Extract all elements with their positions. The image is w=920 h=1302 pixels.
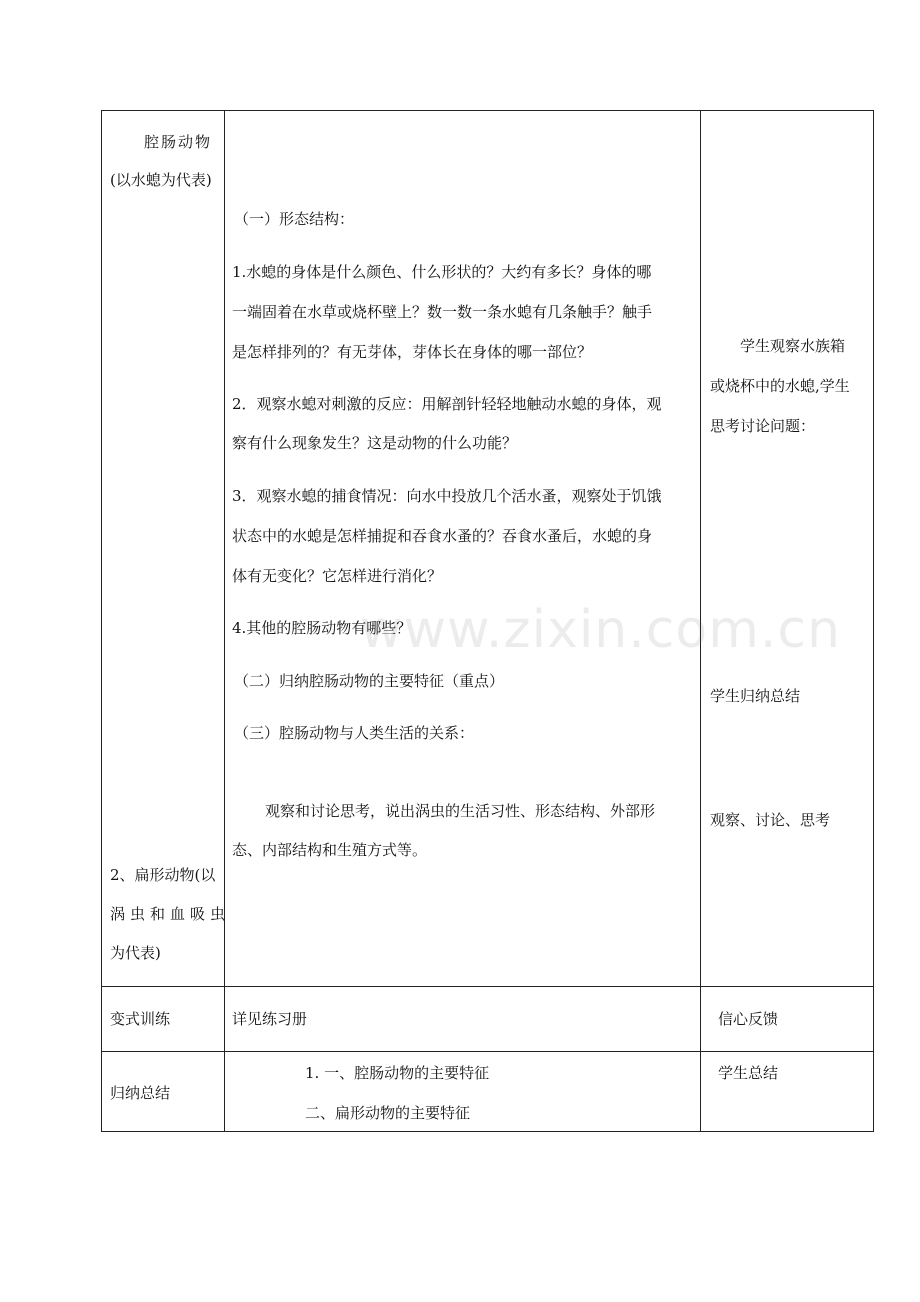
row-divider-1 — [101, 986, 874, 987]
question-1-line1: 1.水螅的身体是什么颜色、什么形状的？大约有多长？身体的哪 — [232, 263, 652, 281]
question-3-line2: 状态中的水螅是怎样捕捉和吞食水蚤的？吞食水蚤后，水螅的身 — [232, 527, 653, 545]
topic-coelenterate-title: 腔肠动物 — [144, 133, 213, 151]
variation-practice-student: 信心反馈 — [718, 1010, 779, 1028]
section-features-heading: （二）归纳腔肠动物的主要特征（重点） — [234, 672, 505, 690]
question-1-line2: 一端固着在水草或烧杯壁上？数一数一条水螅有几条触手？触手 — [232, 303, 653, 321]
student-observe-line2: 或烧杯中的水螅,学生 — [710, 377, 850, 395]
variation-practice-content: 详见练习册 — [232, 1010, 308, 1028]
question-2-line1: 2．观察水螅对刺激的反应：用解剖针轻轻地触动水螅的身体，观 — [232, 395, 662, 413]
watermark: www.zixin.com.cn — [360, 600, 841, 660]
row-label-variation-practice: 变式训练 — [110, 1010, 171, 1028]
section-morphology-heading: （一）形态结构： — [234, 210, 355, 228]
summary-content-line2: 二、扁形动物的主要特征 — [305, 1104, 471, 1122]
summary-content-line1: 1. 一、腔肠动物的主要特征 — [305, 1064, 490, 1082]
question-3-line1: 3．观察水螅的捕食情况：向水中投放几个活水蚤，观察处于饥饿 — [232, 487, 662, 505]
student-discuss: 观察、讨论、思考 — [710, 811, 831, 829]
student-summarize: 学生归纳总结 — [710, 687, 801, 705]
topic-flatworm-line2: 涡虫和血吸虫 — [110, 905, 231, 923]
question-4: 4.其他的腔肠动物有哪些？ — [232, 619, 412, 637]
student-observe-line1: 学生观察水族箱 — [740, 337, 846, 355]
flatworm-task-line2: 态、内部结构和生殖方式等。 — [232, 841, 428, 859]
topic-coelenterate-subtitle: (以水螅为代表) — [110, 171, 212, 189]
question-2-line2: 察有什么现象发生？这是动物的什么功能？ — [232, 434, 518, 452]
row-divider-2 — [101, 1051, 874, 1052]
flatworm-task-line1: 观察和讨论思考，说出涡虫的生活习性、形态结构、外部形 — [265, 802, 656, 820]
question-3-line3: 体有无变化？它怎样进行消化？ — [232, 567, 443, 585]
section-relationship-heading: （三）腔肠动物与人类生活的关系： — [234, 724, 475, 742]
topic-flatworm-line1: 2、扁形动物(以 — [110, 866, 216, 884]
student-observe-line3: 思考讨论问题： — [710, 417, 816, 435]
row-label-summary: 归纳总结 — [110, 1084, 171, 1102]
summary-student: 学生总结 — [718, 1064, 779, 1082]
column-divider-1 — [224, 110, 225, 1132]
question-1-line3: 是怎样排列的？有无芽体，芽体长在身体的哪一部位？ — [232, 343, 593, 361]
topic-flatworm-line3: 为代表) — [110, 944, 161, 962]
